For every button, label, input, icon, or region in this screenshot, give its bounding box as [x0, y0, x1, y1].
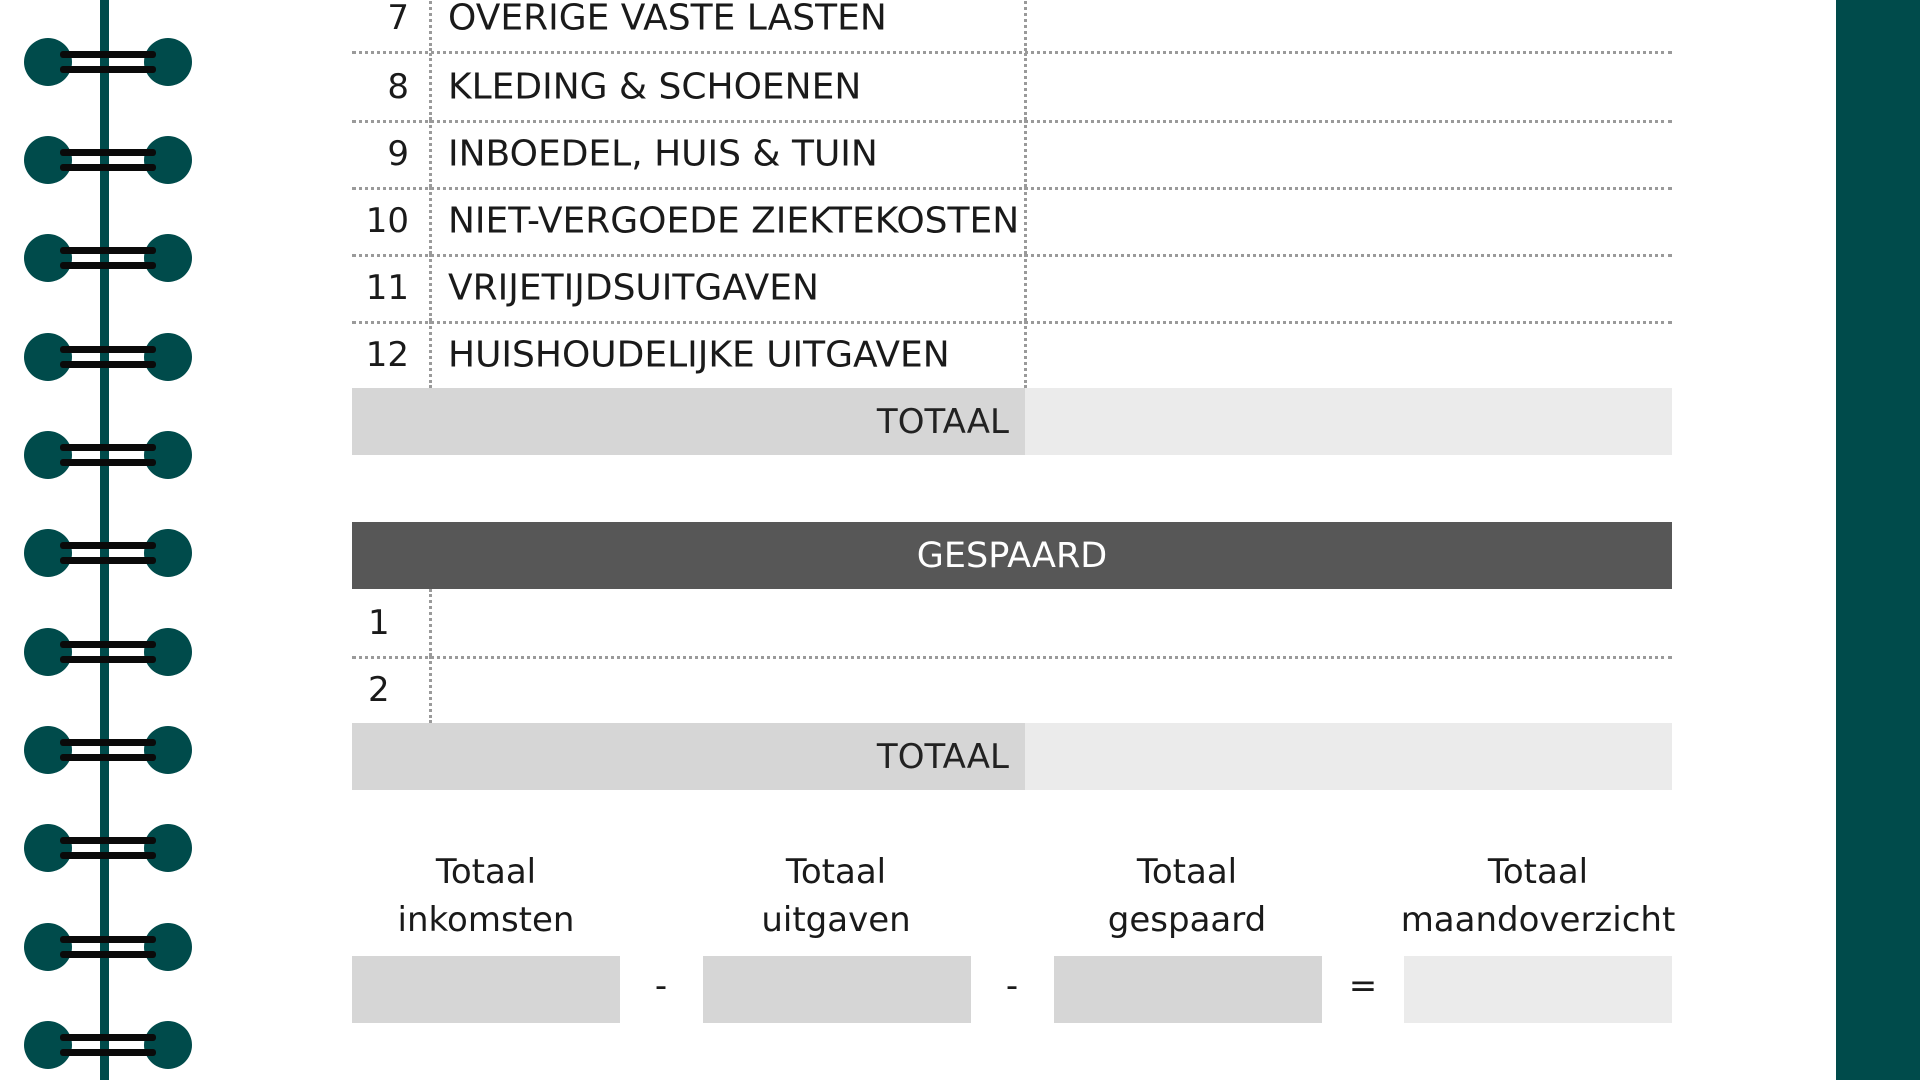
- row-number: 10: [365, 200, 409, 241]
- binding-ring: [24, 431, 192, 479]
- expense-row[interactable]: [352, 321, 1672, 388]
- row-label: KLEDING & SCHOENEN: [448, 66, 862, 107]
- expense-row[interactable]: [352, 0, 1672, 54]
- binding-ring: [24, 529, 192, 577]
- expense-row[interactable]: [352, 53, 1672, 123]
- total-income-field[interactable]: [352, 956, 620, 1023]
- row-number: 1: [368, 602, 390, 643]
- summary-label-saved: Totaal gespaard: [1107, 852, 1267, 940]
- row-label: INBOEDEL, HUIS & TUIN: [448, 133, 878, 174]
- row-label: HUISHOUDELIJKE UITGAVEN: [448, 334, 950, 375]
- row-number: 11: [365, 267, 409, 308]
- expense-row[interactable]: [352, 120, 1672, 190]
- row-label: VRIJETIJDSUITGAVEN: [448, 267, 819, 308]
- savings-title: GESPAARD: [916, 535, 1108, 576]
- savings-total-field[interactable]: [1025, 723, 1672, 790]
- binding-ring: [24, 824, 192, 872]
- minus-operator: -: [654, 966, 668, 1006]
- binding-ring: [24, 726, 192, 774]
- spiral-binding: [0, 0, 200, 1080]
- binding-ring: [24, 333, 192, 381]
- binding-ring: [24, 234, 192, 282]
- binding-ring: [24, 38, 192, 86]
- minus-operator: -: [1005, 966, 1019, 1006]
- savings-header: [352, 522, 1672, 589]
- summary-label-expenses: Totaal uitgaven: [761, 852, 911, 940]
- binding-ring: [24, 923, 192, 971]
- expense-row[interactable]: [352, 254, 1672, 324]
- row-number: 12: [365, 334, 409, 375]
- page-edge-band: [1836, 0, 1920, 1080]
- summary-label-monthly: Totaal maandoverzicht: [1400, 852, 1676, 940]
- expenses-total-field[interactable]: [1025, 388, 1672, 455]
- row-number: 8: [387, 66, 409, 107]
- total-label: TOTAAL: [876, 401, 1009, 442]
- savings-total-row: [352, 723, 1672, 790]
- expenses-total-row: [352, 388, 1672, 455]
- total-label: TOTAAL: [876, 736, 1009, 777]
- row-number: 2: [368, 669, 390, 710]
- savings-row[interactable]: [352, 656, 1672, 723]
- row-number: 9: [387, 133, 409, 174]
- binding-ring: [24, 136, 192, 184]
- total-expenses-field[interactable]: [703, 956, 971, 1023]
- equals-operator: =: [1348, 966, 1378, 1006]
- summary-label-income: Totaal inkomsten: [397, 852, 575, 940]
- row-label: OVERIGE VASTE LASTEN: [448, 0, 887, 38]
- binding-ring: [24, 628, 192, 676]
- binding-ring: [24, 1021, 192, 1069]
- row-label: NIET-VERGOEDE ZIEKTEKOSTEN: [448, 200, 1020, 241]
- savings-row[interactable]: [352, 589, 1672, 659]
- monthly-total-field[interactable]: [1404, 956, 1672, 1023]
- total-saved-field[interactable]: [1054, 956, 1322, 1023]
- expense-row[interactable]: [352, 187, 1672, 257]
- row-number: 7: [387, 0, 409, 38]
